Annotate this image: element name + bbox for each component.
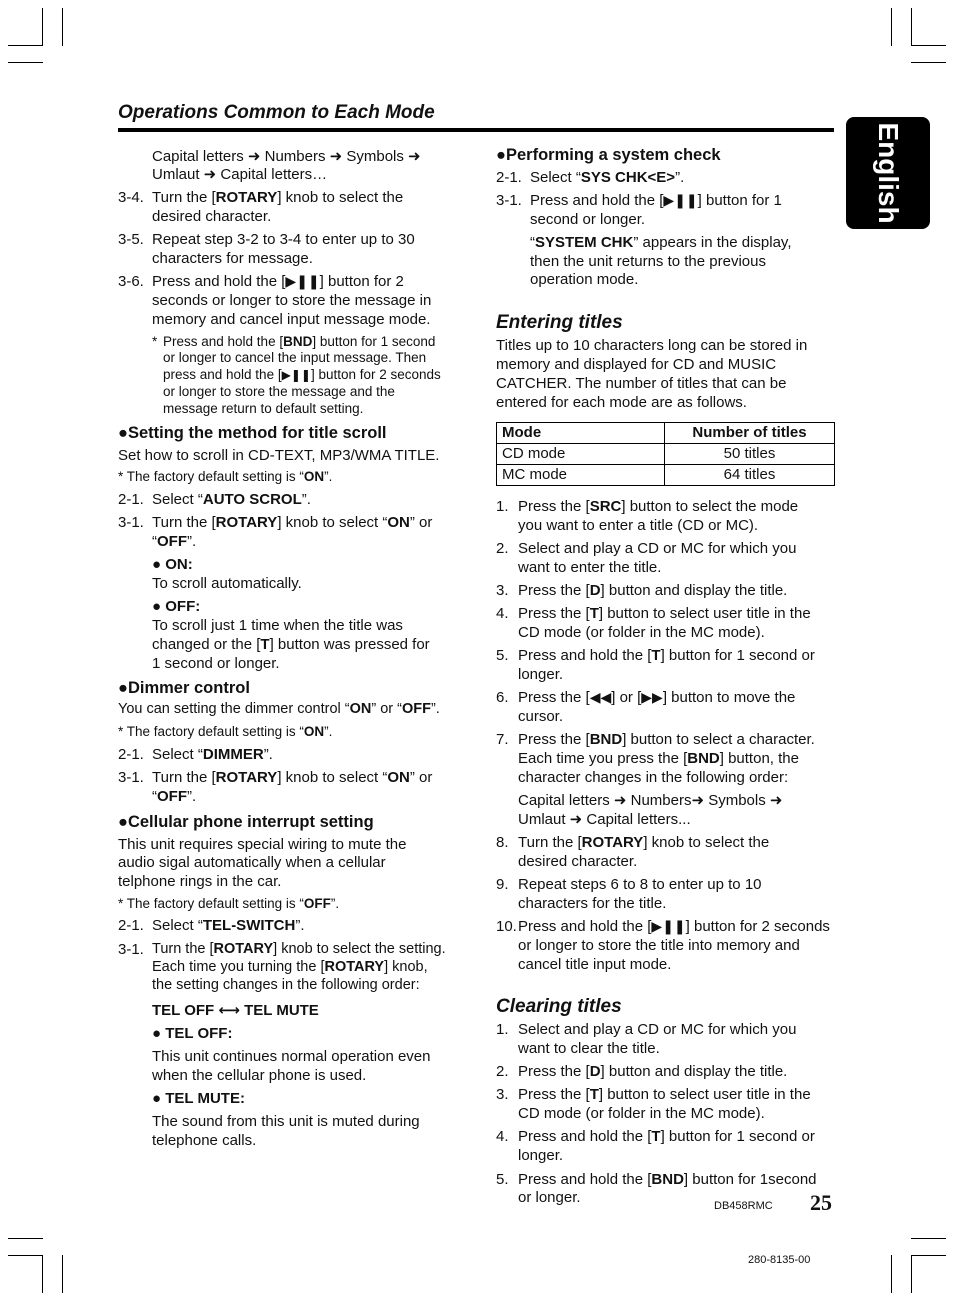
section-desc: Set how to scroll in CD-TEXT, MP3/WMA TITLE. [118,447,440,464]
step-text: want to clear the title. [518,1040,660,1057]
crop-mark [62,8,63,46]
step-number: 4. [496,605,509,622]
step-text: Press the [BND] button to select a character. [518,731,815,748]
step-number: 1. [496,498,509,515]
step-text: characters for message. [152,250,313,267]
step-text: Press and hold the [T] button for 1 second or [518,647,815,664]
option-desc: telephone calls. [152,1132,257,1149]
step-text: Turn the [ROTARY] knob to select the [152,189,404,206]
step-number: 7. [496,731,509,748]
step-text: Select “AUTO SCROL”. [152,491,311,508]
step-text: Select and play a CD or MC for which you [518,540,797,557]
step-number: 3-1. [496,192,522,209]
table-header: Number of titles [665,423,835,444]
default-note: * The factory default setting is “OFF”. [118,896,340,911]
crop-mark [911,1255,946,1256]
crop-mark [911,45,946,46]
step-text: longer. [518,666,564,683]
option-label: ● TEL OFF: [152,1025,233,1042]
step-text: Turn the [ROTARY] knob to select “ON” or [152,514,433,531]
table-header-row [497,423,835,444]
section-desc: This unit requires special wiring to mute the [118,836,407,853]
section-heading: ●Cellular phone interrupt setting [118,813,374,831]
page-number: 25 [810,1190,832,1215]
bullet-icon: ● [118,813,128,831]
step-text: cancel title input mode. [518,956,672,973]
table-row [497,444,835,465]
section-desc: You can setting the dimmer control “ON” or “OFF”. [118,701,440,717]
paragraph: Titles up to 10 characters long can be stored in [496,337,808,354]
step-text: Turn the [ROTARY] knob to select the setting. [152,941,446,957]
default-note: * The factory default setting is “ON”. [118,469,333,484]
step-number: 3-1. [118,514,144,531]
crop-mark [42,8,43,46]
step-text: Press and hold the [▶❚❚] button for 1 [530,192,782,209]
step-text: desired character. [152,208,272,225]
step-text: Press and hold the [▶❚❚] button for 2 [152,273,404,290]
step-text: want to enter the title. [518,559,662,576]
step-text: Select “TEL-SWITCH”. [152,917,305,934]
step-number: 2-1. [118,746,144,763]
table-cell: 50 titles [665,444,835,465]
step-number: 3. [496,1086,509,1103]
model-number: DB458RMC [714,1200,773,1212]
step-text: “OFF”. [152,788,197,805]
header-rule [118,128,834,132]
step-number: 2-1. [496,169,522,186]
option-desc: To scroll automatically. [152,575,302,592]
step-number: 3-1. [118,769,144,786]
note-text: Press and hold the [BND] button for 1 second [163,334,436,349]
table-cell: CD mode [497,444,665,465]
step-number: 3-1. [118,941,144,958]
option-desc: To scroll just 1 time when the title was [152,617,403,634]
section-desc: audio sigal automatically when a cellular [118,854,386,871]
step-text: Press the [T] button to select user title in the [518,605,811,622]
bullet-icon: ● [118,424,128,442]
step-text: cursor. [518,708,564,725]
order-line: Umlaut ➜ Capital letters... [518,811,691,828]
step-text: longer. [518,1147,564,1164]
language-tab-label: English [873,122,904,224]
step-number: 5. [496,647,509,664]
step-text: Each time you press the [BND] button, the [518,750,799,767]
crop-mark [8,45,43,46]
step-text: or longer to store the title into memory and [518,937,800,954]
bullet-icon: ● [152,1090,162,1107]
section-heading: ●Performing a system check [496,146,721,164]
step-text: Press the [◀◀] or [▶▶] button to move the [518,689,796,706]
option-desc: when the cellular phone is used. [152,1067,367,1084]
crop-mark [42,1255,43,1293]
table-cell: 64 titles [665,465,835,486]
step-text: memory and cancel input message mode. [152,311,431,328]
step-text: desired character. [518,853,638,870]
bullet-icon: ● [118,679,128,697]
step-text: seconds or longer to store the message in [152,292,432,309]
crop-mark [891,8,892,46]
step-text: characters for the title. [518,895,667,912]
step-number: 5. [496,1171,509,1188]
step-text: Select “SYS CHK<E>”. [530,169,685,186]
option-desc: This unit continues normal operation even [152,1048,431,1065]
order-line: Capital letters ➜ Numbers ➜ Symbols ➜ [152,148,421,165]
step-text: CD mode (or folder in the MC mode). [518,1105,765,1122]
step-text: Turn the [ROTARY] knob to select “ON” or [152,769,433,786]
note-text: or longer to cancel the input message. Then [163,350,427,365]
option-label: ● OFF: [152,598,201,615]
default-note: * The factory default setting is “ON”. [118,724,333,739]
step-text: Press the [T] button to select user title in the [518,1086,811,1103]
step-number: 10. [496,918,517,935]
order-line: Umlaut ➜ Capital letters… [152,166,328,183]
table-header: Mode [497,423,665,444]
step-number: 3-5. [118,231,144,248]
rewind-icon: ◀◀ [589,689,612,705]
step-text: then the unit returns to the previous [530,253,766,270]
play-pause-icon: ▶❚❚ [285,273,320,289]
section-heading: ●Setting the method for title scroll [118,424,387,442]
step-text: “SYSTEM CHK” appears in the display, [530,234,792,251]
paragraph: memory and displayed for CD and MUSIC [496,356,777,373]
section-title: Clearing titles [496,996,622,1017]
crop-mark [911,8,912,46]
step-text: Repeat step 3-2 to 3-4 to enter up to 30 [152,231,415,248]
step-number: 3. [496,582,509,599]
step-text: operation mode. [530,271,639,288]
double-arrow-icon: ⟷ [218,1002,240,1019]
step-text: or longer. [518,1189,581,1206]
play-pause-icon: ▶❚❚ [651,918,686,934]
step-text: Press and hold the [BND] button for 1second [518,1171,817,1188]
step-text: second or longer. [530,211,646,228]
crop-mark [911,1238,946,1239]
step-number: 2. [496,1063,509,1080]
step-number: 9. [496,876,509,893]
step-text: Select “DIMMER”. [152,746,273,763]
crop-mark [911,62,946,63]
fast-forward-icon: ▶▶ [641,689,663,705]
step-number: 8. [496,834,509,851]
step-text: Press and hold the [T] button for 1 second or [518,1128,815,1145]
option-desc: The sound from this unit is muted during [152,1113,420,1130]
step-text: “OFF”. [152,533,197,550]
language-tab [846,117,930,229]
setting-order: TEL OFF ⟷ TEL MUTE [152,1002,319,1019]
step-number: 2-1. [118,917,144,934]
crop-mark [8,62,43,63]
option-label: ● ON: [152,556,193,573]
section-heading: ●Dimmer control [118,679,250,697]
play-pause-icon: ▶❚❚ [663,192,698,208]
section-title: Entering titles [496,312,623,333]
step-text: Press the [D] button and display the title. [518,582,788,599]
table-row [497,465,835,486]
step-text: the setting changes in the following order: [152,977,420,993]
step-number: 3-4. [118,189,144,206]
crop-mark [8,1238,43,1239]
step-number: 2-1. [118,491,144,508]
paragraph: entered for each mode are as follows. [496,394,747,411]
crop-mark [911,1255,912,1293]
option-desc: changed or the [T] button was pressed for [152,636,430,653]
section-desc: telphone rings in the car. [118,873,282,890]
crop-mark [891,1255,892,1293]
note-text: or longer to store the message and the [163,384,395,399]
document-code: 280-8135-00 [748,1254,811,1266]
crop-mark [8,1255,43,1256]
note-text: press and hold the [▶❚❚] button for 2 seconds [163,367,441,382]
bullet-icon: ● [496,146,506,164]
table-cell: MC mode [497,465,665,486]
step-text: Turn the [ROTARY] knob to select the [518,834,770,851]
crop-mark [62,1255,63,1293]
paragraph: CATCHER. The number of titles that can be [496,375,787,392]
step-text: character changes in the following order: [518,769,789,786]
option-label: ● TEL MUTE: [152,1090,245,1107]
bullet-icon: ● [152,598,162,615]
bullet-icon: ● [152,1025,162,1042]
note-text: message return to default setting. [163,401,364,416]
step-text: Press the [D] button and display the title. [518,1063,788,1080]
play-pause-icon: ▶❚❚ [281,368,311,382]
step-number: 6. [496,689,509,706]
step-text: Each time you turning the [ROTARY] knob, [152,959,428,975]
step-text: Select and play a CD or MC for which you [518,1021,797,1038]
order-line: Capital letters ➜ Numbers➜ Symbols ➜ [518,792,783,809]
step-number: 4. [496,1128,509,1145]
step-text: CD mode (or folder in the MC mode). [518,624,765,641]
bullet-icon: ● [152,556,162,573]
step-text: Repeat steps 6 to 8 to enter up to 10 [518,876,762,893]
page-header: Operations Common to Each Mode [118,102,435,123]
step-text: you want to enter a title (CD or MC). [518,517,759,534]
step-text: Press the [SRC] button to select the mode [518,498,799,515]
titles-table [496,422,835,486]
step-number: 2. [496,540,509,557]
step-number: 1. [496,1021,509,1038]
step-number: 3-6. [118,273,144,290]
note-star: * [152,334,158,349]
option-desc: 1 second or longer. [152,655,280,672]
step-text: Press and hold the [▶❚❚] button for 2 seconds [518,918,830,935]
